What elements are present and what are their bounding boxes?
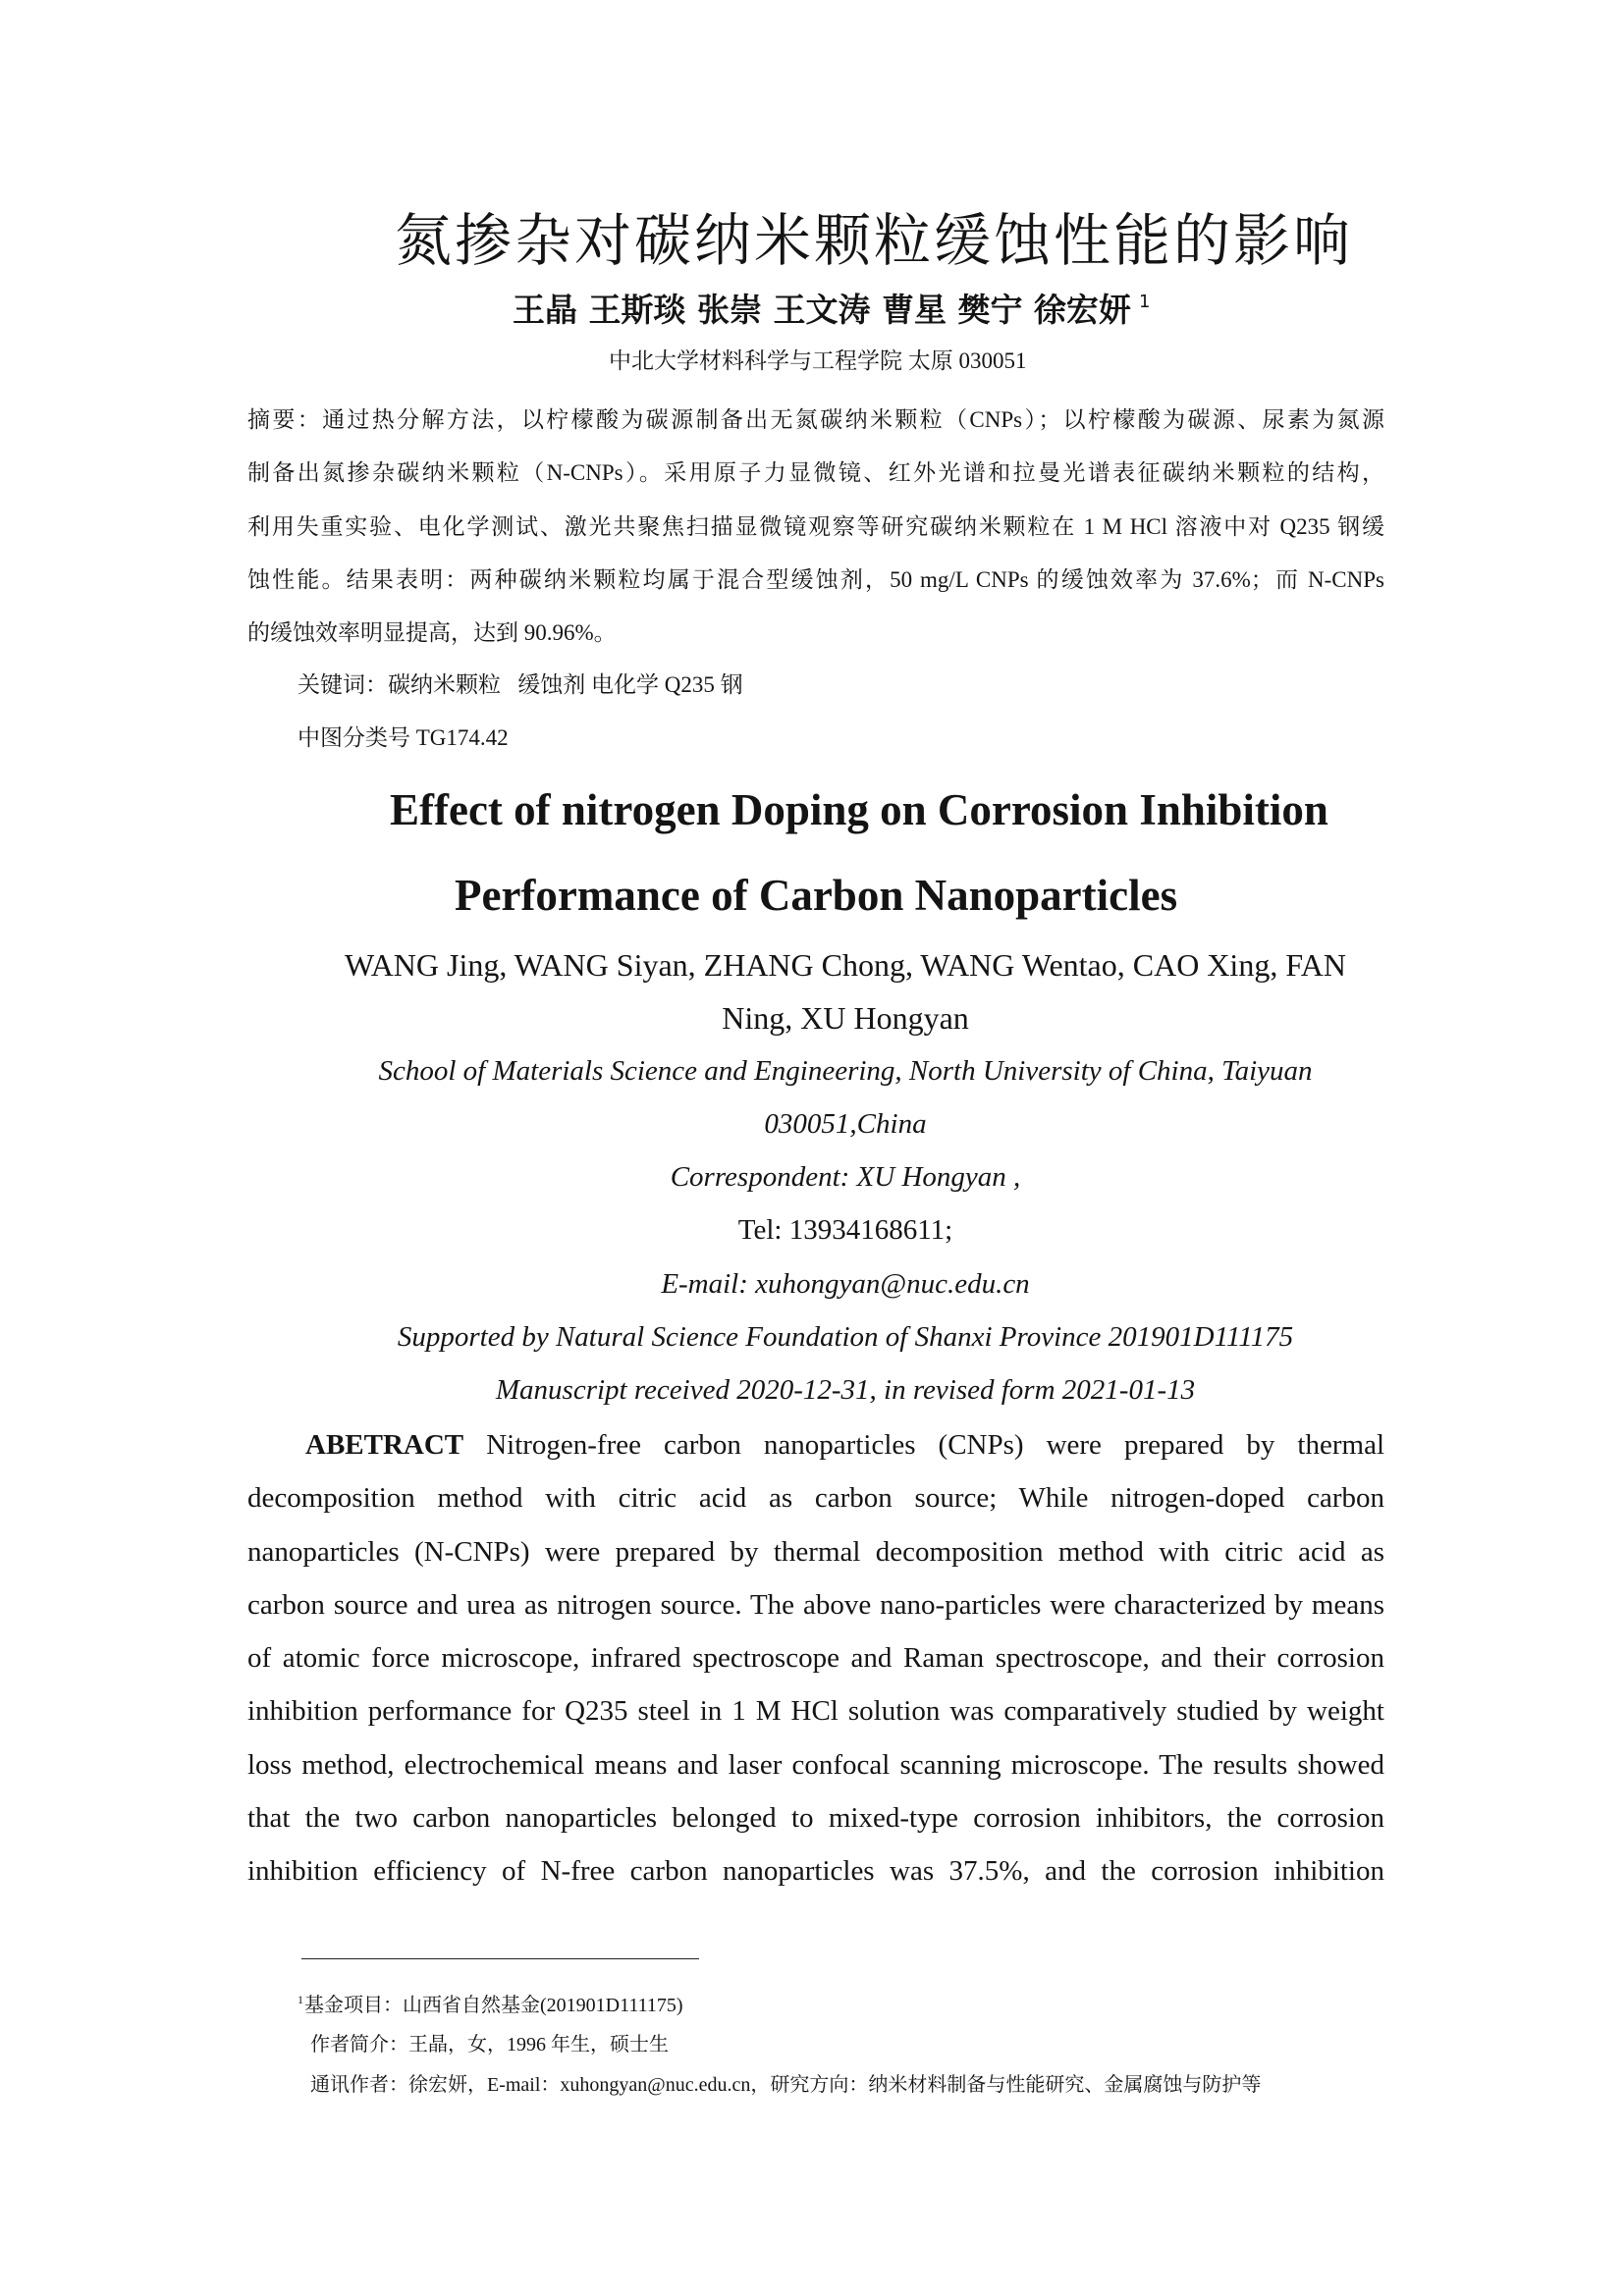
footnote-divider [301,1958,699,1959]
title-cn: 氮掺杂对碳纳米颗粒缓蚀性能的影响 [395,207,1354,274]
keywords-cn: 关键词：碳纳米颗粒 缓蚀剂 电化学 Q235 钢 [298,672,743,697]
abstract-en-line-7: loss method, electrochemical means and laser confocal scanning microscope. The results showed [247,1748,1384,1781]
abstract-en-line-8: that the two carbon nanoparticles belonged to mixed-type corrosion inhibitors, the corrosion [247,1802,1384,1835]
abstract-en-line-4: carbon source and urea as nitrogen source. The above nano-particles were characterized by means [247,1588,1384,1621]
telephone: Tel: 13934168611; [737,1214,953,1247]
authors-en-line-1: WANG Jing, WANG Siyan, ZHANG Chong, WANG Wentao, CAO Xing, FAN [345,947,1346,983]
affiliation-en-line-2: 030051,China [764,1108,927,1141]
footnote-mark: 1 [298,1993,303,2006]
clc-number-cn: 中图分类号 TG174.42 [298,725,509,750]
abstract-en-line-1-text: Nitrogen-free carbon nanoparticles (CNPs) were prepared by thermal [486,1429,1384,1461]
authors-cn-names: 王晶 王斯琰 张崇 王文涛 曹星 樊宁 徐宏妍 [513,291,1131,329]
abstract-en-line-3: nanoparticles (N-CNPs) were prepared by thermal decomposition method with citric acid as [247,1535,1384,1568]
footnote-author-intro: 作者简介：王晶，女，1996 年生，硕士生 [310,2034,669,2056]
abstract-en-line-5: of atomic force microscope, infrared spectroscope and Raman spectroscope, and their corrosion [247,1642,1384,1675]
abstract-en-line-1 [247,1418,1384,1471]
abstract-cn-line-3: 利用失重实验、电化学测试、激光共聚焦扫描显微镜观察等研究碳纳米颗粒在 1 M HCl 溶液中对 Q235 钢缓 [247,513,1384,539]
abstract-cn-line-2: 制备出氮掺杂碳纳米颗粒（N-CNPs）。采用原子力显微镜、红外光谱和拉曼光谱表征碳纳米颗粒的结构， [247,460,1384,486]
authors-cn [513,291,1150,336]
footnote-fund [298,1991,683,2022]
abstract-cn-line-1: 摘要：通过热分解方法，以柠檬酸为碳源制备出无氮碳纳米颗粒（CNPs）；以柠檬酸为碳源、尿素为氮源 [247,407,1384,432]
manuscript-dates: Manuscript received 2020-12-31, in revised form 2021-01-13 [495,1373,1196,1406]
email: E-mail: xuhongyan@nuc.edu.cn [661,1267,1030,1300]
correspondent: Correspondent: XU Hongyan , [670,1161,1021,1194]
abstract-en [247,1418,1384,1898]
abstract-cn-line-4: 蚀性能。结果表明：两种碳纳米颗粒均属于混合型缓蚀剂，50 mg/L CNPs 的缓蚀效率为 37.6%；而 N-CNPs [247,566,1384,592]
abstract-cn [247,394,1384,660]
abstract-en-label: ABETRACT [305,1429,464,1461]
affiliation-en-line-1: School of Materials Science and Engineering, North University of China, Taiyuan [378,1055,1313,1088]
front-matter-en [306,938,1384,1416]
footnote-fund-text: 基金项目：山西省自然基金(201901D111175) [304,1995,683,2016]
funding-statement: Supported by Natural Science Foundation of Shanxi Province 201901D111175 [397,1320,1294,1353]
abstract-cn-line-5: 的缓蚀效率明显提高，达到 90.96%。 [247,620,617,646]
authors-cn-footnote-mark: 1 [1138,292,1151,312]
footnote-correspondence: 通讯作者：徐宏妍，E-mail：xuhongyan@nuc.edu.cn，研究方向：纳米材料制备与性能研究、金属腐蚀与防护等 [310,2074,1262,2096]
title-en-line-1: Effect of nitrogen Doping on Corrosion Inhibition [390,785,1328,834]
abstract-en-line-2: decomposition method with citric acid as carbon source; While nitrogen-doped carbon [247,1482,1384,1515]
affiliation-cn: 中北大学材料科学与工程学院 太原 030051 [609,348,1027,373]
abstract-en-line-9: inhibition efficiency of N-free carbon nanoparticles was 37.5%, and the corrosion inhibition [247,1855,1384,1888]
authors-en-line-2: Ning, XU Hongyan [722,1000,969,1037]
abstract-en-line-6: inhibition performance for Q235 steel in 1 M HCl solution was comparatively studied by weight [247,1695,1384,1728]
title-en-line-2: Performance of Carbon Nanoparticles [455,871,1178,920]
